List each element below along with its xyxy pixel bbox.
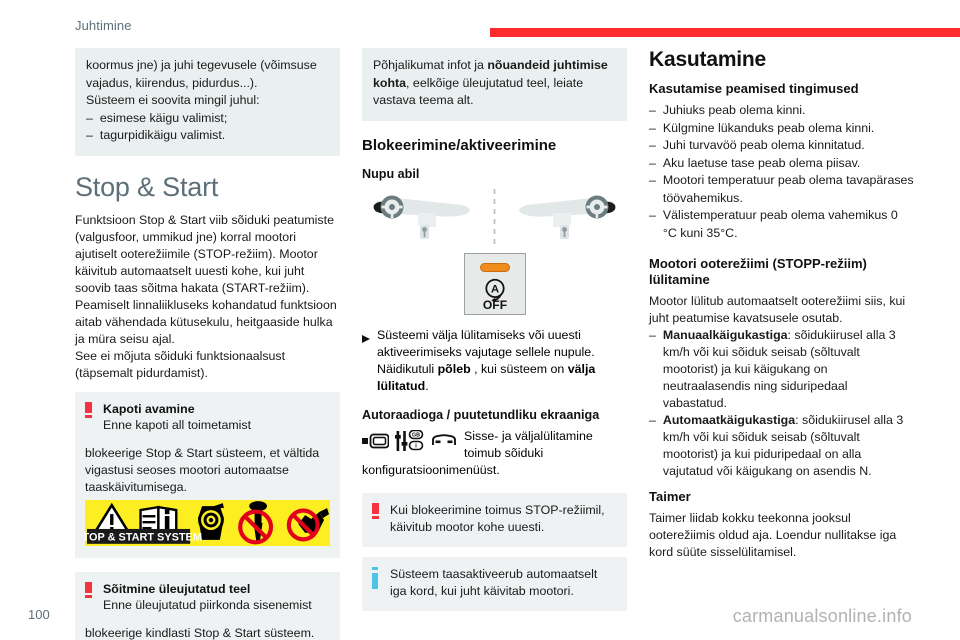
arrow-right-icon — [362, 327, 370, 395]
dash-marker: – — [649, 120, 656, 135]
warning-hood-title: Kapoti avamine — [103, 401, 195, 416]
sliders-gb-icon — [395, 430, 425, 457]
dash-marker: – — [649, 328, 656, 342]
list-item — [86, 127, 329, 145]
list-item-label: esimese käigu valimist; — [99, 110, 228, 125]
instruction-line — [362, 327, 627, 395]
heading-stop-mode: Mootori ooterežiimi (STOPP-režiim) lülitamine — [649, 256, 867, 287]
a-off-glyph-artwork — [467, 278, 523, 310]
media-row-text-tail: konfiguratsioonimenüüst. — [362, 462, 500, 477]
gearbox-manual-bold: Manuaalkäigukastiga — [662, 328, 788, 342]
chapter-title: Juhtimine — [75, 18, 132, 33]
list-item — [649, 120, 914, 138]
warning-stop-mode-callout — [362, 493, 627, 547]
svg-text:GB: GB — [411, 432, 421, 439]
info-box-prefix: Põhjalikumat infot ja — [373, 58, 488, 72]
gearbox-automatic-text — [663, 412, 914, 480]
instruction-part-2: , kui süsteem on — [470, 361, 568, 376]
steering-wheel-figure — [362, 189, 627, 247]
info-box-bold: nõuandeid juhtimise kohta — [373, 58, 608, 90]
page-number: 100 — [28, 607, 50, 622]
info-reactivate-text: Süsteem taasaktiveerub automaatselt iga kord, kui juht käivitab mootori. — [390, 566, 598, 598]
button-glyph-letter: A — [490, 282, 499, 295]
stop-start-off-button[interactable] — [464, 253, 526, 315]
sticker-artwork — [85, 500, 330, 546]
button-led-indicator — [480, 263, 510, 272]
screen-icon — [362, 433, 389, 454]
dash-marker: – — [649, 173, 656, 187]
list-item-label: Mootori temperatuur peab olema tavapärases töövahemikus. — [662, 173, 914, 205]
warning-flood-title: Sõitmine üleujutatud teel — [103, 581, 251, 596]
warning-stop-mode-text: Kui blokeerimine toimus STOP-režiimil, käivitub mootor kohe uuesti. — [390, 502, 605, 534]
warning-hood-callout — [75, 392, 340, 445]
list-item — [86, 110, 329, 128]
button-glyph-label: OFF — [482, 297, 507, 310]
section-title-usage: Kasutamine — [649, 48, 767, 71]
instruction-bold-2: välja lülitatud — [377, 361, 596, 393]
gearbox-automatic-body: : sõidukiirusel alla 3 km/h või kui sõiduk seisab (sõltuvalt mootorist) ja kui piduripedaal on alla vajutatud või käigukang on asendis N. — [662, 413, 904, 478]
timer-text: Taimer liidab kokku teekonna jooksul ooterežiimis oldud aja. Loendur nullitakse iga kord süüte sisselülitamisel. — [649, 511, 897, 559]
warning-flood-callout — [75, 572, 340, 625]
list-item-label: Juhi turvavöö peab olema kinnitatud. — [662, 138, 865, 152]
dash-marker: – — [649, 155, 656, 170]
fan-belt-icon — [198, 503, 224, 540]
gearbox-item-automatic — [649, 412, 914, 480]
heading-timer: Taimer — [649, 489, 691, 504]
dash-marker: – — [649, 103, 656, 117]
svg-text:I: I — [415, 443, 417, 450]
dash-marker: – — [649, 138, 656, 152]
content-columns — [75, 48, 915, 640]
header-red-rule — [490, 28, 960, 37]
dash-marker: – — [86, 110, 93, 125]
info-grey-box — [362, 48, 627, 121]
warning-hood-text-inline: Enne kapoti all toimetamist — [103, 417, 252, 432]
sticker-container — [75, 496, 340, 558]
button-glyph — [465, 278, 525, 315]
media-row-text: Sisse- ja väljalülitamine toimub sõiduki — [464, 428, 593, 460]
info-box-suffix: , eelkõige üleujutatud teel, leiate vastava teema alt. — [373, 75, 584, 107]
gearbox-automatic-bold: Automaatkäigukastiga — [662, 413, 796, 427]
stop-start-system-sticker — [85, 500, 330, 546]
sticker-label-plate — [85, 528, 202, 543]
list-item — [649, 207, 914, 242]
car-front-icon — [431, 433, 457, 454]
heading-blocking-activation: Blokeerimine/aktiveerimine — [362, 136, 557, 154]
warning-bang-icon — [372, 502, 382, 536]
dash-marker: – — [86, 128, 93, 142]
dash-marker: – — [649, 413, 656, 427]
gearbox-manual-text — [663, 327, 914, 412]
stop-start-paragraph-2: Peamiselt linnaliikluseks kohandatud funktsioon aitab vähendada kütusekulu, heitgaaside hulka ja müra seisu ajal. — [75, 297, 337, 346]
intro-dash-list — [86, 110, 329, 145]
media-icon-group — [362, 428, 457, 457]
warning-bang-icon — [85, 581, 95, 614]
subheading-radio-touchscreen: Autoraadioga / puutetundliku ekraaniga — [362, 407, 600, 422]
info-reactivate-callout — [362, 557, 627, 611]
right-column — [649, 48, 914, 640]
watermark: carmanualsonline.info — [732, 606, 912, 626]
info-icon — [372, 566, 382, 600]
left-column — [75, 48, 340, 640]
instruction-part-1: Süsteemi välja lülitamiseks või uuesti aktiveerimiseks vajutage sellele nupule. Näidikutuli — [377, 327, 595, 376]
sticker-label-text: STOP & START SYSTEM — [85, 530, 202, 543]
list-item-label: Juhiuks peab olema kinni. — [662, 103, 806, 117]
dashboard-left-hand-drive — [374, 195, 470, 239]
stop-start-paragraph-1: Funktsioon Stop & Start viib sõiduki peatumiste (valgusfoor, ummikud jne) korral mootori ajutiselt ooterežiimile (STOP-režiim). Mootor käivitub automaatselt uuesti kohe, kui juht soovib taas sõitma hakata (START-režiim). — [75, 212, 334, 295]
list-item-label: Välistemperatuur peab olema vahemikus 0 °C kuni 35°C. — [662, 208, 898, 240]
section-title-stop-start: Stop & Start — [75, 171, 219, 202]
dashboard-right-hand-drive — [519, 195, 615, 239]
warning-hood-text-tail: blokeerige Stop & Start süsteem, et vältida vigastusi seoses mootori automaatse taaskäivitumisega. — [75, 445, 340, 506]
page-header — [0, 18, 960, 40]
intro-paragraph-2: Süsteem ei soovita mingil juhul: — [86, 93, 260, 107]
steering-wheel-artwork — [362, 189, 627, 247]
stop-mode-intro: Mootor lülitub automaatselt ooterežiimi siis, kui juht peatumise kavatsusele osutab. — [649, 294, 906, 325]
warning-flood-text-tail: blokeerige kindlasti Stop & Start süsteem. — [75, 625, 340, 640]
gearbox-manual-body: : sõidukiirusel alla 3 km/h või kui sõiduk seisab (sõltuvalt mootorist) ja kui käigukang on neutraalasendis ning siduripedaal vabastatud. — [662, 328, 896, 410]
list-item — [649, 155, 914, 173]
list-item — [649, 102, 914, 120]
list-item-label: tagurpidikäigu valimist. — [99, 128, 226, 142]
gearbox-item-manual — [649, 327, 914, 412]
instruction-bold-1: põleb — [437, 361, 471, 376]
media-equipment-row — [362, 428, 627, 462]
conditions-list — [649, 102, 914, 242]
subheading-by-button: Nupu abil — [362, 166, 420, 181]
middle-column — [362, 48, 627, 640]
list-item — [649, 137, 914, 155]
list-item-label: Aku laetuse tase peab olema piisav. — [662, 155, 861, 170]
warning-bang-icon — [85, 401, 95, 434]
warning-flood-text-inline: Enne üleujutatud piirkonda sisenemist — [103, 597, 312, 612]
stop-start-paragraph-3: See ei mõjuta sõiduki funktsionaalsust (täpsemalt pidurdamist). — [75, 348, 286, 380]
dash-marker: – — [649, 208, 656, 222]
instruction-part-3: . — [425, 378, 429, 393]
intro-grey-box — [75, 48, 340, 156]
heading-main-conditions: Kasutamise peamised tingimused — [649, 81, 859, 96]
intro-paragraph-1: koormus jne) ja juhi tegevusele (võimsuse vajadus, kiirendus, pidurdus...). — [86, 58, 317, 90]
instruction-text — [377, 327, 627, 395]
list-item — [649, 172, 914, 207]
stop-start-button-figure — [362, 253, 627, 315]
list-item-label: Külgmine lükanduks peab olema kinni. — [662, 120, 875, 135]
info-box-text — [373, 57, 616, 110]
